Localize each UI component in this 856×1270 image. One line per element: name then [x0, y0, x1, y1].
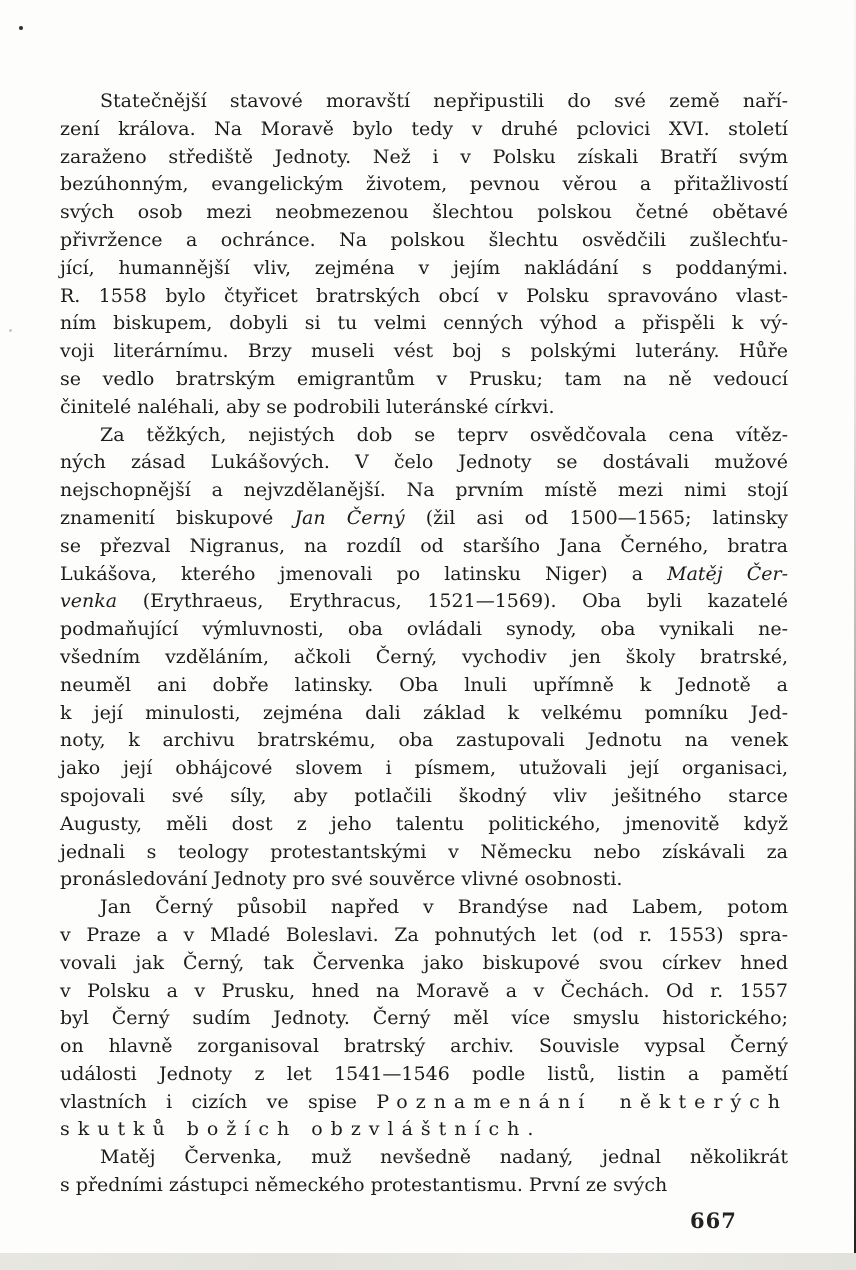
text-line: [60, 588, 788, 616]
italic-text-run: venka: [60, 590, 118, 613]
text-run: byl Černý sudím Jednoty. Černý měl více smyslu historického;: [60, 1007, 788, 1030]
paragraph-4: [60, 1144, 788, 1200]
text-line: [60, 700, 788, 728]
text-line: [60, 449, 788, 477]
text-run: Jan Černý působil napřed v Brandýse nad Labem, potom: [100, 896, 788, 919]
text-run: spojovali své síly, aby potlačili škodný vliv ješitného starce: [60, 784, 788, 807]
text-line: [60, 171, 788, 199]
text-run: Lukášova, kterého jmenovali po latinsku Niger) a: [60, 562, 668, 585]
text-line: [60, 116, 788, 144]
text-line: [60, 727, 788, 755]
text-line: [60, 866, 788, 894]
text-run: ných zásad Lukášových. V čelo Jednoty se dostávali mužové: [60, 451, 788, 474]
text-line: [60, 366, 788, 394]
ink-speck: [19, 26, 23, 30]
text-run: ním biskupem, dobyli si tu velmi cenných výhod a přispěli k vý-: [60, 312, 788, 335]
text-run: jednali s teology protestantskými v Německu nebo získávali za: [60, 840, 788, 863]
text-run: (žil asi od 1500—1565; latinsky: [404, 506, 788, 529]
text-line: [60, 1061, 788, 1089]
italic-text-run: Jan Černý: [294, 506, 405, 529]
text-run: bezúhonným, evangelickým životem, pevnou věrou a přitažlivostí: [60, 173, 788, 196]
text-run: všedním vzděláním, ačkoli Černý, vychodiv jen školy bratrské,: [60, 645, 788, 668]
text-line: [60, 1005, 788, 1033]
letterspaced-text-run: skutků božích obzvláštních.: [60, 1118, 542, 1141]
text-line: [60, 839, 788, 867]
scan-bottom-strip: [0, 1253, 856, 1270]
text-run: jako její obhájcové slovem i písmem, utužovali její organisaci,: [60, 757, 788, 780]
text-run: Augusty, měli dost z jeho talentu politického, jmenovitě když: [60, 812, 788, 835]
text-line: [60, 950, 788, 978]
text-run: Statečnější stavové moravští nepřipustili do své země naří-: [100, 90, 788, 112]
text-line: [60, 922, 788, 950]
text-run: noty, k archivu bratrskému, oba zastupovali Jednotu na venek: [60, 729, 788, 752]
text-line: [60, 755, 788, 783]
text-line: [60, 1172, 788, 1200]
text-run: vovali jak Černý, tak Červenka jako biskupové svou církev hned: [60, 951, 788, 974]
text-run: se přezval Nigranus, na rozdíl od staršího Jana Černého, bratra: [60, 534, 788, 557]
text-line: [60, 894, 788, 922]
text-line: [60, 477, 788, 505]
text-run: znamenití biskupové: [60, 506, 295, 529]
text-line: [60, 144, 788, 172]
text-line: [60, 1144, 788, 1172]
text-line: [60, 338, 788, 366]
italic-text-run: Matěj Čer-: [667, 562, 788, 585]
text-run: neuměl ani dobře latinsky. Oba lnuli upřímně k Jednotě a: [60, 673, 788, 696]
text-run: v Praze a v Mladé Boleslavi. Za pohnutých let (od r. 1553) spra-: [60, 923, 788, 946]
text-line: [60, 811, 788, 839]
text-run: se vedlo bratrským emigrantům v Prusku; tam na ně vedoucí: [60, 367, 788, 390]
text-run: svých osob mezi neobmezenou šlechtou polskou četné obětavé: [60, 201, 788, 224]
text-run: nejschopnější a nejvzdělanější. Na prvním místě mezi nimi stojí: [60, 479, 788, 502]
text-line: [60, 561, 788, 589]
text-run: on hlavně zorganisoval bratrský archiv. Souvisle vypsal Černý: [60, 1035, 788, 1058]
text-run: v Polsku a v Prusku, hned na Moravě a v Čechách. Od r. 1557: [60, 979, 788, 1002]
text-run: R. 1558 bylo čtyřicet bratrských obcí v Polsku spravováno vlast-: [60, 284, 788, 307]
text-run: k její minulosti, zejména dali základ k velkému pomníku Jed-: [60, 701, 788, 724]
text-run: zaraženo střediště Jednoty. Než i v Polsku získali Bratří svým: [60, 145, 788, 168]
paragraph-1: [60, 88, 788, 422]
text-line: [60, 394, 788, 422]
ink-speck: [9, 329, 12, 332]
text-line: [60, 644, 788, 672]
text-line: [60, 422, 788, 450]
text-run: s předními zástupci německého protestantismu. První ze svých: [60, 1174, 668, 1197]
text-line: [60, 88, 788, 116]
text-run: Za těžkých, nejistých dob se teprv osvědčovala cena vítěz-: [100, 423, 788, 446]
text-line: [60, 533, 788, 561]
text-run: Matěj Červenka, muž nevšedně nadaný, jednal několikrát: [100, 1146, 788, 1169]
text-run: (Erythraeus, Erythracus, 1521—1569). Oba byli kazatelé: [117, 590, 788, 613]
text-run: podmaňující výmluvnosti, oba ovládali synody, oba vynikali ne-: [60, 618, 788, 641]
text-line: [60, 783, 788, 811]
text-line: [60, 616, 788, 644]
text-line: [60, 283, 788, 311]
text-run: přivržence a ochránce. Na polskou šlechtu osvědčili zušlechťu-: [60, 228, 788, 251]
text-run: pronásledování Jednoty pro své souvěrce vlivné osobnosti.: [60, 868, 623, 891]
text-line: [60, 1116, 788, 1144]
text-line: [60, 978, 788, 1006]
text-line: [60, 310, 788, 338]
page-text: [60, 88, 788, 1200]
paragraph-3: [60, 894, 788, 1144]
text-line: [60, 255, 788, 283]
text-line: [60, 199, 788, 227]
letterspaced-text-run: Poznamenání některých: [376, 1090, 788, 1113]
text-run: jící, humannější vliv, zejména v jejím nakládání s poddanými.: [60, 256, 788, 279]
text-line: [60, 1089, 788, 1117]
text-run: činitelé naléhali, aby se podrobili luteránské církvi.: [60, 395, 555, 418]
text-run: vlastních i cizích ve spise: [60, 1090, 377, 1113]
text-line: [60, 505, 788, 533]
text-run: zení králova. Na Moravě bylo tedy v druhé pclovici XVI. století: [60, 117, 788, 140]
paragraph-2: [60, 422, 788, 895]
text-line: [60, 1033, 788, 1061]
page-number: 667: [690, 1208, 737, 1233]
text-line: [60, 227, 788, 255]
text-line: [60, 672, 788, 700]
text-run: události Jednoty z let 1541—1546 podle listů, listin a pamětí: [60, 1062, 788, 1085]
text-run: voji literárnímu. Brzy museli vést boj s polskými luterány. Hůře: [60, 340, 788, 363]
